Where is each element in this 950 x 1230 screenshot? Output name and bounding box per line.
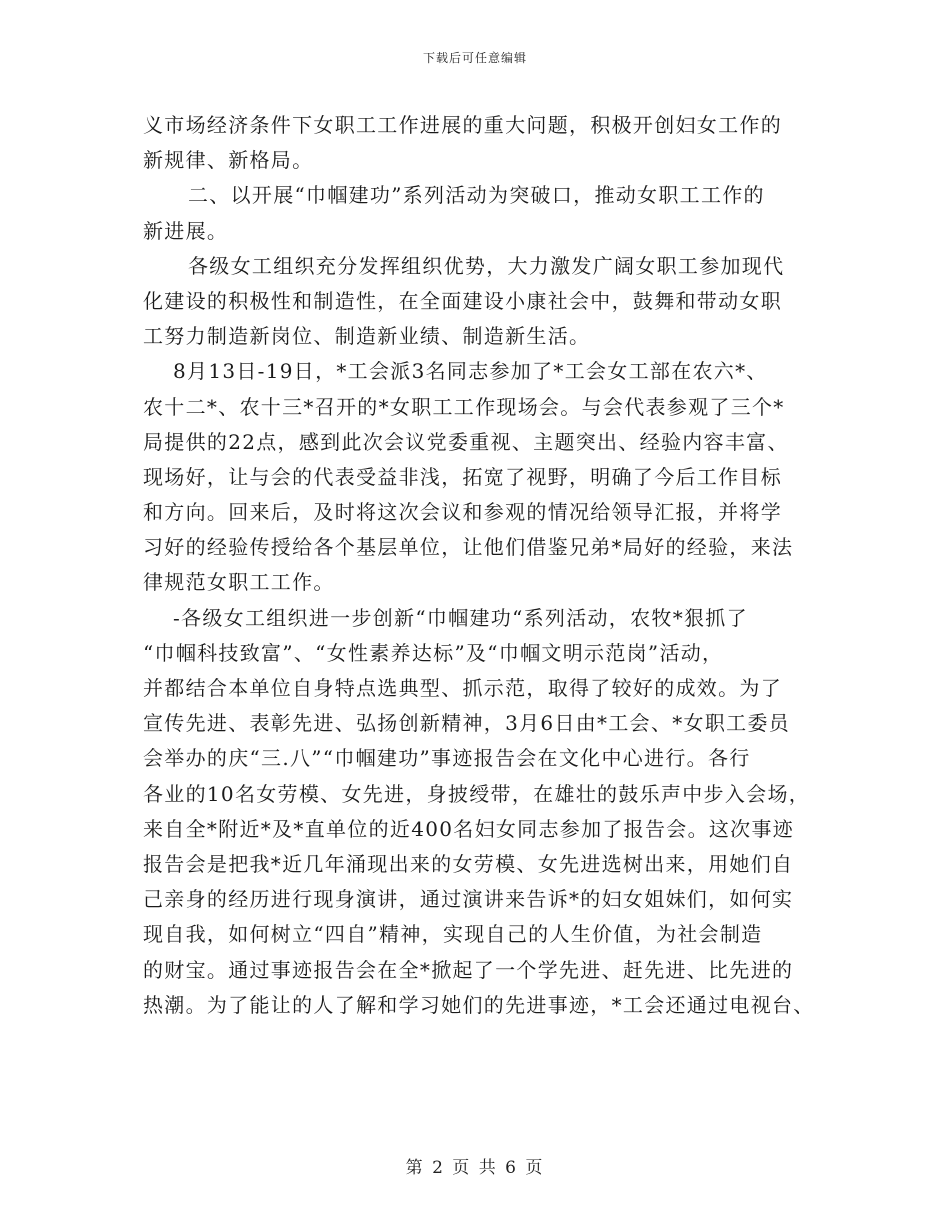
document-body bbox=[143, 108, 823, 1023]
text-line: 8月13日-19日，*工会派3名同志参加了*工会女工部在农六*、 bbox=[173, 359, 768, 384]
text-line: 习好的经验传授给各个基层单位，让他们借鉴兄弟*局好的经验，来法 bbox=[143, 535, 794, 560]
text-line: 来自全*附近*及*直单位的近400名妇女同志参加了报告会。这次事迹 bbox=[143, 816, 795, 841]
text-line: 现场好，让与会的代表受益非浅，拓宽了视野，明确了今后工作目标 bbox=[143, 464, 782, 489]
text-line: 化建设的积极性和制造性，在全面建设小康社会中，鼓舞和带动女职 bbox=[143, 288, 782, 313]
section-heading-line: 二、以开展“巾帼建功”系列活动为突破口，推动女职工工作的 bbox=[188, 183, 765, 208]
text-line: 报告会是把我*近几年涌现出来的女劳模、女先进选树出来，用她们自 bbox=[143, 851, 794, 876]
text-line: 农十二*、农十三*召开的*女职工工作现场会。与会代表参观了三个* bbox=[143, 394, 785, 419]
text-line: 工努力制造新岗位、制造新业绩、制造新生活。 bbox=[143, 324, 591, 349]
text-line: 各业的10名女劳模、女先进，身披绶带，在雄壮的鼓乐声中步入会场， bbox=[143, 781, 811, 806]
text-line: 己亲身的经历进行现身演讲，通过演讲来告诉*的妇女姐妹们，如何实 bbox=[143, 887, 794, 912]
text-line: “巾帼科技致富”、“女性素养达标”及“巾帼文明示范岗”活动， bbox=[143, 640, 724, 665]
text-line: -各级女工组织进一步创新“巾帼建功“系列活动，农牧*狠抓了 bbox=[173, 605, 748, 630]
text-line: 现自我，如何树立“四自”精神，实现自己的人生价值，为社会制造 bbox=[143, 922, 763, 947]
text-line: 律规范女职工工作。 bbox=[143, 570, 335, 595]
page-number-footer: 第 2 页 共 6 页 bbox=[405, 1158, 545, 1178]
text-line: 宣传先进、表彰先进、弘扬创新精神，3月6日由*工会、*女职工委员 bbox=[143, 711, 791, 736]
text-line: 和方向。回来后，及时将这次会议和参观的情况给领导汇报，并将学 bbox=[143, 500, 782, 525]
text-line: 会举办的庆“三.八”“巾帼建功”事迹报告会在文化中心进行。各行 bbox=[143, 746, 751, 771]
page-header: 下载后可任意编辑 bbox=[422, 51, 527, 65]
text-line: 局提供的22点，感到此次会议党委重视、主题突出、经验内容丰富、 bbox=[143, 429, 789, 454]
text-line: 各级女工组织充分发挥组织优势，大力激发广阔女职工参加现代 bbox=[188, 253, 785, 278]
text-line: 并都结合本单位自身特点选典型、抓示范，取得了较好的成效。为了 bbox=[143, 676, 782, 700]
text-line: 热潮。为了能让的人了解和学习她们的先进事迹，*工会还通过电视台、 bbox=[143, 992, 815, 1017]
text-line: 义市场经济条件下女职工工作进展的重大问题，积极开创妇女工作的 bbox=[143, 113, 782, 137]
text-line: 新规律、新格局。 bbox=[143, 148, 314, 173]
section-heading-line: 新进展。 bbox=[143, 218, 229, 243]
text-line: 的财宝。通过事迹报告会在全*掀起了一个学先进、赶先进、比先进的 bbox=[143, 957, 794, 982]
